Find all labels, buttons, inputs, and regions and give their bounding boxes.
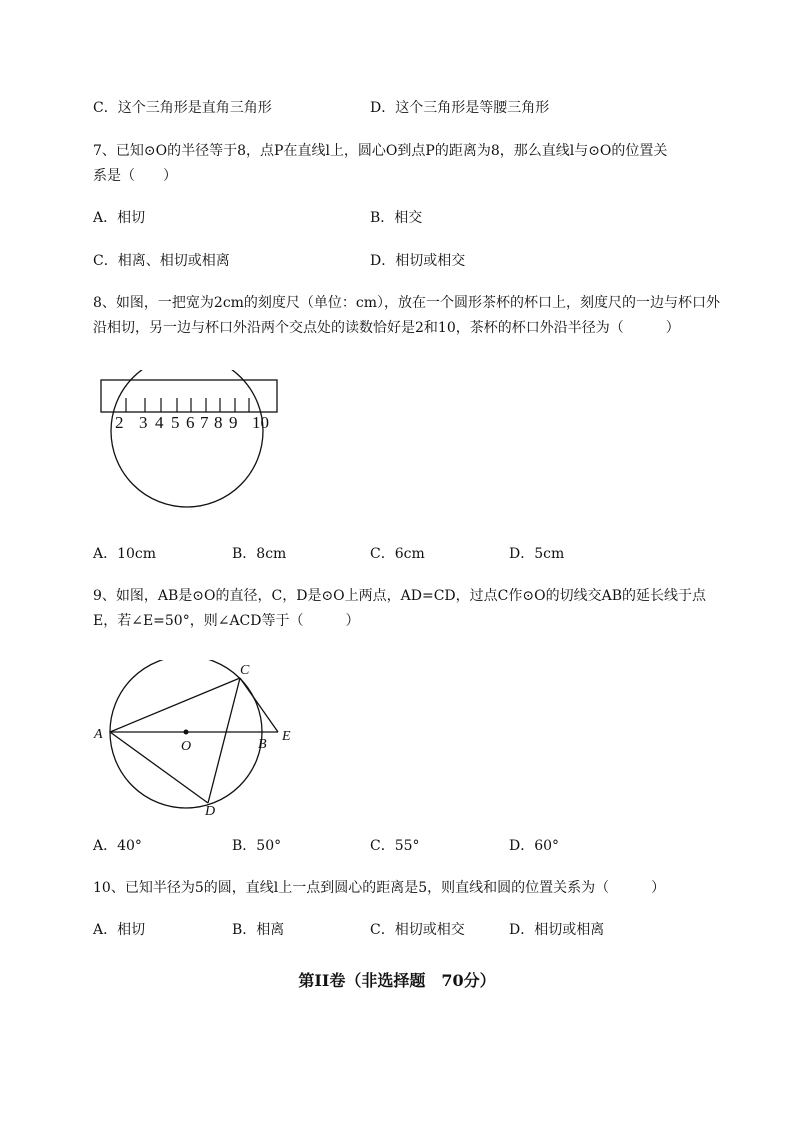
q8-option-d: D．5cm — [509, 546, 565, 562]
q7-stem-line1: 7、已知⊙O的半径等于8，点P在直线l上，圆心O到点P的距离为8，那么直线l与⊙O的位置关 — [93, 143, 668, 159]
label-o: O — [181, 739, 192, 754]
ruler-number-3: 3 — [139, 413, 148, 432]
segment-ad — [110, 732, 208, 803]
q6-option-c: C．这个三角形是直角三角形 — [93, 100, 272, 116]
center-point-o — [184, 730, 189, 735]
q7-option-a: A．相切 — [93, 210, 146, 226]
ruler-number-9: 9 — [229, 413, 238, 432]
label-c: C — [240, 663, 250, 678]
q8-stem-line2: 沿相切，另一边与杯口外沿两个交点处的读数恰好是2和10，茶杯的杯口外沿半径为（ ） — [93, 320, 680, 336]
ruler-number-6: 6 — [186, 413, 195, 432]
q10-option-d: D．相切或相离 — [509, 922, 605, 938]
q7-option-d: D．相切或相交 — [370, 253, 466, 269]
q10-stem-line1: 10、已知半径为5的圆，直线l上一点到圆心的距离是5，则直线和圆的位置关系为（ ） — [93, 880, 666, 896]
tangent-ce — [240, 678, 278, 732]
q8-option-b: B．8cm — [232, 546, 287, 562]
q6-option-d: D．这个三角形是等腰三角形 — [370, 100, 550, 116]
q8-stem-line1: 8、如图，一把宽为2cm的刻度尺（单位：cm），放在一个圆形茶杯的杯口上，刻度尺的一边与杯口外 — [93, 295, 721, 311]
ruler-number-8: 8 — [214, 413, 223, 432]
label-b: B — [258, 737, 267, 752]
q7-option-c: C．相离、相切或相离 — [93, 253, 230, 269]
label-e: E — [282, 729, 291, 744]
q9-circle-figure — [88, 660, 303, 820]
q9-option-c: C．55° — [370, 838, 420, 854]
ruler-ticks — [126, 398, 249, 412]
q9-option-b: B．50° — [232, 838, 282, 854]
q8-option-c: C．6cm — [370, 546, 425, 562]
q9-option-a: A．40° — [93, 838, 142, 854]
ruler-number-4: 4 — [155, 413, 164, 432]
q9-stem-line1: 9、如图，AB是⊙O的直径，C，D是⊙O上两点，AD=CD，过点C作⊙O的切线交AB的延长线于点 — [93, 588, 706, 604]
q10-option-a: A．相切 — [93, 922, 146, 938]
ruler-number-10: 10 — [252, 413, 269, 432]
cup-rim-circle — [111, 370, 263, 507]
segment-ac — [110, 678, 240, 732]
segment-cd — [208, 678, 240, 803]
q8-option-a: A．10cm — [93, 546, 157, 562]
label-d: D — [205, 804, 216, 819]
ruler-number-5: 5 — [171, 413, 180, 432]
q9-stem-line2: E，若∠E=50°，则∠ACD等于（ ） — [93, 613, 360, 629]
label-a: A — [94, 727, 103, 742]
ruler-number-7: 7 — [200, 413, 209, 432]
q10-option-b: B．相离 — [232, 922, 285, 938]
q7-option-b: B．相交 — [370, 210, 423, 226]
section-heading: 第II卷（非选择题 70分） — [298, 971, 496, 990]
q7-stem-line2: 系是（ ） — [93, 168, 177, 184]
q9-option-d: D．60° — [509, 838, 560, 854]
q8-ruler-cup-figure — [95, 370, 290, 515]
q10-option-c: C．相切或相交 — [370, 922, 465, 938]
ruler-number-2: 2 — [115, 413, 124, 432]
